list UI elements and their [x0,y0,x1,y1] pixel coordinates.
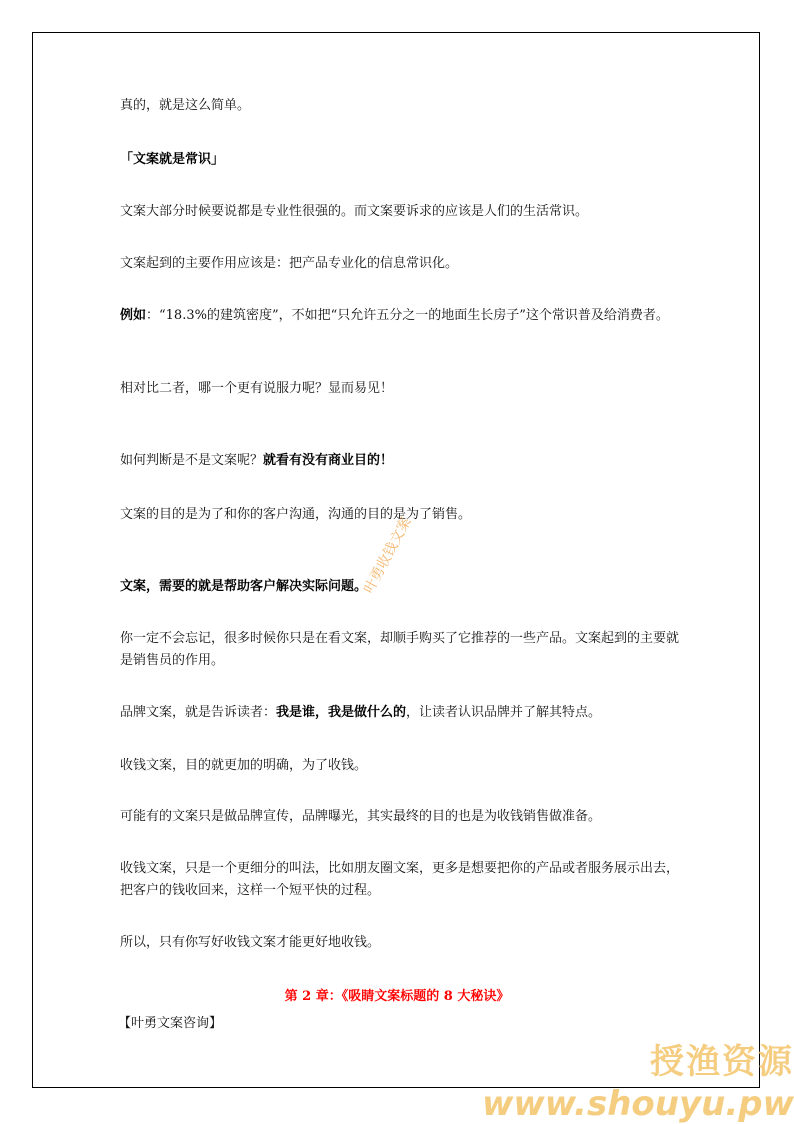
judge-answer: 就看有没有商业目的！ [263,453,394,468]
judge-question: 如何判断是不是文案呢？ [120,453,264,468]
paragraph-compare: 相对比二者，哪一个更有说服力呢？显而易见！ [120,381,394,396]
paragraph-brand-copy [120,702,680,724]
brand-copy-emphasis: 我是谁，我是做什么的 [276,705,407,720]
paragraph-main-role: 文案起到的主要作用应该是：把产品专业化的信息常识化。 [120,256,459,271]
brand-copy-rest: ，让读者认识品牌并了解其特点。 [406,705,602,720]
paragraph-purpose: 文案的目的是为了和你的客户沟通，沟通的目的是为了销售。 [120,507,472,522]
paragraph-salesman: 你一定不会忘记，很多时候你只是在看文案，却顺手购买了它推荐的一些产品。文案起到的主要就是销售员的作用。 [120,631,680,668]
consult-label: 【叶勇文案咨询】 [118,1016,223,1031]
chapter-title: 第 2 章：《吸睛文案标题的 8 大秘诀》 [284,989,510,1004]
example-label: 例如 [120,308,147,323]
paragraph-professional: 文案大部分时候要说都是专业性很强的。而文案要诉求的应该是人们的生活常识。 [120,204,589,219]
brand-watermark: 授渔资源 [650,1042,794,1082]
paragraph-simple: 真的，就是这么简单。 [120,98,251,113]
page-border [32,32,760,1088]
brand-copy-intro: 品牌文案，就是告诉读者： [120,705,277,720]
example-text: ：“18.3%的建筑密度”，不如把“只允许五分之一的地面生长房子”这个常识普及给消费者。 [146,308,669,323]
paragraph-example [120,305,680,327]
paragraph-money-copy: 收钱文案，目的就更加的明确，为了收钱。 [120,758,368,773]
paragraph-fine-grained: 收钱文案，只是一个更细分的叫法，比如朋友圈文案，更多是想要把你的产品或者服务展示出去，把客户的钱收回来，这样一个短平快的过程。 [120,861,680,898]
paragraph-conclusion: 所以，只有你写好收钱文案才能更好地收钱。 [120,935,381,950]
paragraph-judge [120,450,680,472]
paragraph-solve-problems: 文案，需要的就是帮助客户解决实际问题。 [120,579,368,594]
paragraph-brand-promo: 可能有的文案只是做品牌宣传，品牌曝光，其实最终的目的也是为收钱销售做准备。 [120,809,602,824]
section-heading: 「文案就是常识」 [120,152,225,167]
url-watermark: www.shouyu.pw [481,1084,794,1124]
diagonal-watermark: 叶勇收钱文案 [361,514,415,597]
